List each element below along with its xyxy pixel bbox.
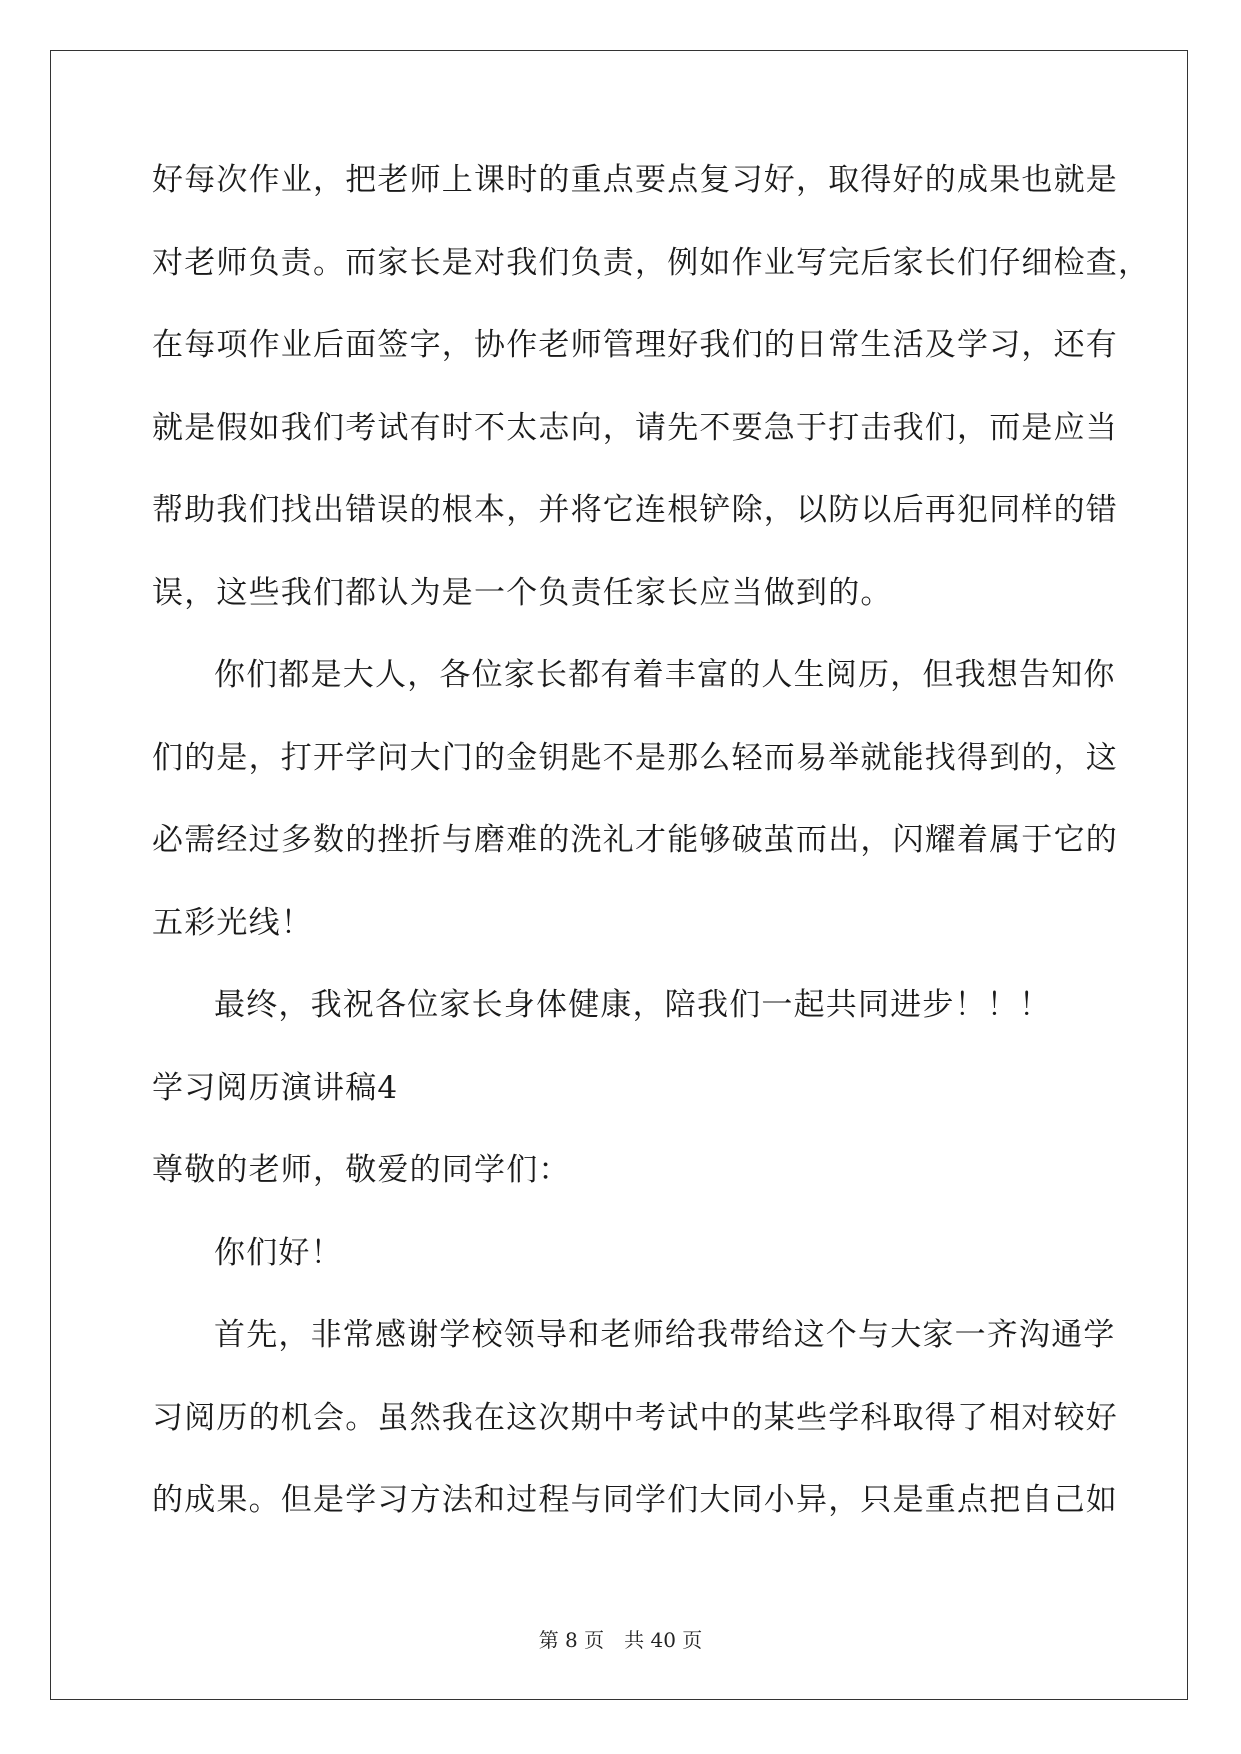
text-line-17: 的成果。但是学习方法和过程与同学们大同小异，只是重点把自己如 xyxy=(152,1482,1118,1518)
salutation: 尊敬的老师，敬爱的同学们： xyxy=(152,1152,571,1188)
text-line-10: 五彩光线！ xyxy=(152,904,313,941)
text-line-8: 们的是，打开学问大门的金钥匙不是那么轻而易举就能找得到的，这 xyxy=(152,739,1118,776)
text-line-3: 在每项作业后面签字，协作老师管理好我们的日常生活及学习，还有 xyxy=(152,327,1118,363)
section-heading: 学习阅历演讲稿4 xyxy=(152,1069,399,1106)
text-line-4: 就是假如我们考试有时不太志向，请先不要急于打击我们，而是应当 xyxy=(152,409,1118,446)
text-line-5: 帮助我们找出错误的根本，并将它连根铲除，以防以后再犯同样的错 xyxy=(152,492,1118,528)
text-line-2: 对老师负责。而家长是对我们负责，例如作业写完后家长们仔细检查， xyxy=(152,244,1151,281)
text-line-16: 习阅历的机会。虽然我在这次期中考试中的某些学科取得了相对较好 xyxy=(152,1399,1118,1436)
text-line-11: 最终，我祝各位家长身体健康，陪我们一起共同进步！！！ xyxy=(214,987,1052,1023)
text-line-1: 好每次作业，把老师上课时的重点要点复习好，取得好的成果也就是 xyxy=(152,162,1118,198)
document-body xyxy=(152,162,1151,1565)
greeting: 你们好！ xyxy=(214,1234,343,1271)
page-number-footer: 第 8 页 共 40 页 xyxy=(538,1628,703,1652)
text-line-6: 误，这些我们都认为是一个负责任家长应当做到的。 xyxy=(152,574,893,611)
text-line-7: 你们都是大人，各位家长都有着丰富的人生阅历，但我想告知你 xyxy=(214,657,1116,693)
text-line-9: 必需经过多数的挫折与磨难的洗礼才能够破茧而出，闪耀着属于它的 xyxy=(152,822,1118,858)
text-line-15: 首先，非常感谢学校领导和老师给我带给这个与大家一齐沟通学 xyxy=(214,1317,1116,1353)
